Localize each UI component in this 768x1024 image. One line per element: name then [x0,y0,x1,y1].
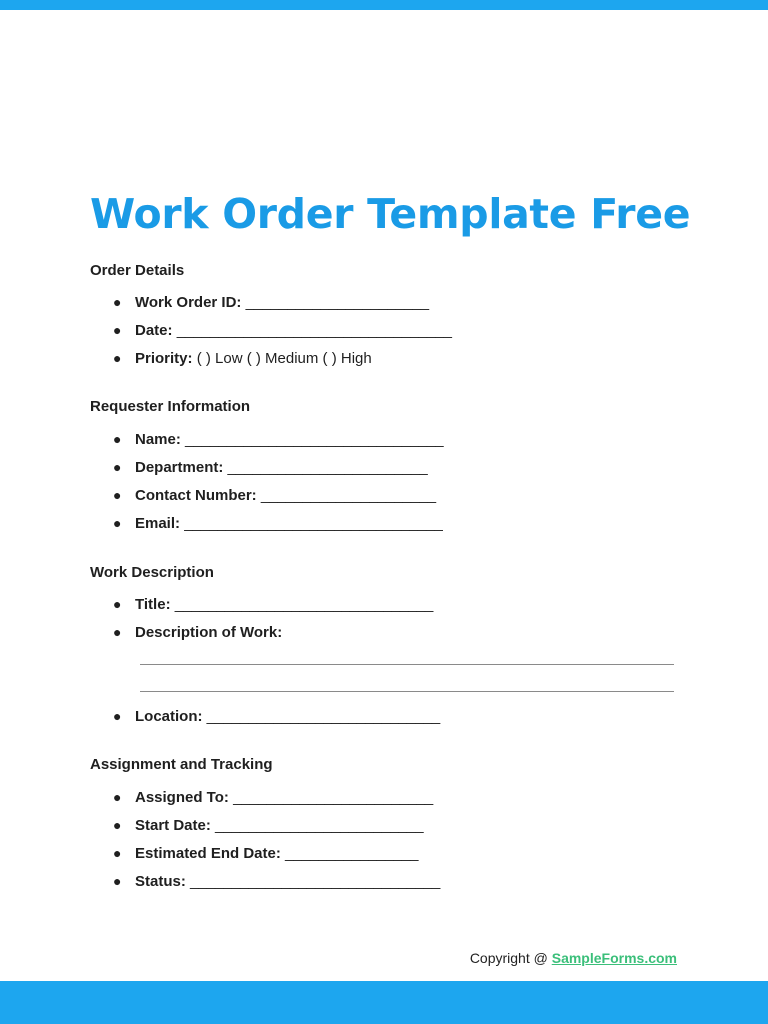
start-date-blank[interactable]: _________________________ [215,817,424,834]
bullet-icon: ● [113,459,122,475]
field-label: Email: [135,515,181,532]
status-blank[interactable]: ______________________________ [190,873,441,890]
bullet-icon: ● [113,350,122,366]
bullet-icon: ● [113,817,122,833]
section-heading-assignment-and-tracking: Assignment and Tracking [90,756,273,773]
bottom-accent-bar [0,981,768,1024]
field-label: Name: [135,431,181,448]
field-label: Assigned To: [135,789,229,806]
title-blank[interactable]: _______________________________ [174,596,434,613]
department-blank[interactable]: ________________________ [227,459,428,476]
field-label: Description of Work: [135,624,283,641]
list-item-department [113,459,428,476]
bullet-icon: ● [113,624,122,640]
field-label: Department: [135,459,224,476]
list-item-assigned-to [113,789,433,806]
bullet-icon: ● [113,845,122,861]
bullet-icon: ● [113,322,122,338]
list-item-title [113,596,433,613]
contact-number-blank[interactable]: _____________________ [260,487,437,504]
email-blank[interactable]: _______________________________ [184,515,443,532]
field-label: Status: [135,873,186,890]
list-item-start-date [113,817,424,834]
field-label: Date: [135,322,173,339]
list-item-status [113,873,440,890]
field-label: Work Order ID: [135,294,242,311]
section-heading-work-description: Work Description [90,564,214,581]
list-item-contact-number [113,487,436,504]
field-label: Estimated End Date: [135,845,281,862]
name-blank[interactable]: _______________________________ [185,431,444,448]
bullet-icon: ● [113,431,122,447]
location-blank[interactable]: ____________________________ [206,708,441,725]
bullet-icon: ● [113,596,122,612]
list-item-date [113,322,452,339]
list-item-description-of-work [113,624,282,641]
bullet-icon: ● [113,789,122,805]
field-label: Title: [135,596,171,613]
estimated-end-date-blank[interactable]: ________________ [285,845,419,862]
field-label: Contact Number: [135,487,257,504]
field-label: Start Date: [135,817,211,834]
copyright-footer [470,950,677,966]
list-item-name [113,431,444,448]
field-label: Priority: [135,350,193,367]
date-blank[interactable]: _________________________________ [176,322,452,339]
list-item-email [113,515,443,532]
work-order-id-blank[interactable]: ______________________ [245,294,430,311]
field-label: Location: [135,708,203,725]
list-item-location [113,708,440,725]
description-line[interactable] [140,664,674,665]
section-heading-requester-information: Requester Information [90,398,251,415]
page-title: Work Order Template Free [90,190,691,238]
copyright-text: Copyright @ [469,950,552,966]
bullet-icon: ● [113,487,122,503]
description-line[interactable] [140,691,674,692]
bullet-icon: ● [113,515,122,531]
sampleforms-link[interactable]: SampleForms.com [551,950,677,966]
list-item-work-order-id [113,294,429,311]
bullet-icon: ● [113,708,122,724]
list-item-priority [113,350,372,367]
list-item-estimated-end-date [113,845,419,862]
section-heading-order-details: Order Details [90,262,185,279]
bullet-icon: ● [113,294,122,310]
priority-options[interactable]: ( ) Low ( ) Medium ( ) High [196,350,372,367]
assigned-to-blank[interactable]: ________________________ [233,789,434,806]
top-accent-bar [0,0,768,10]
bullet-icon: ● [113,873,122,889]
